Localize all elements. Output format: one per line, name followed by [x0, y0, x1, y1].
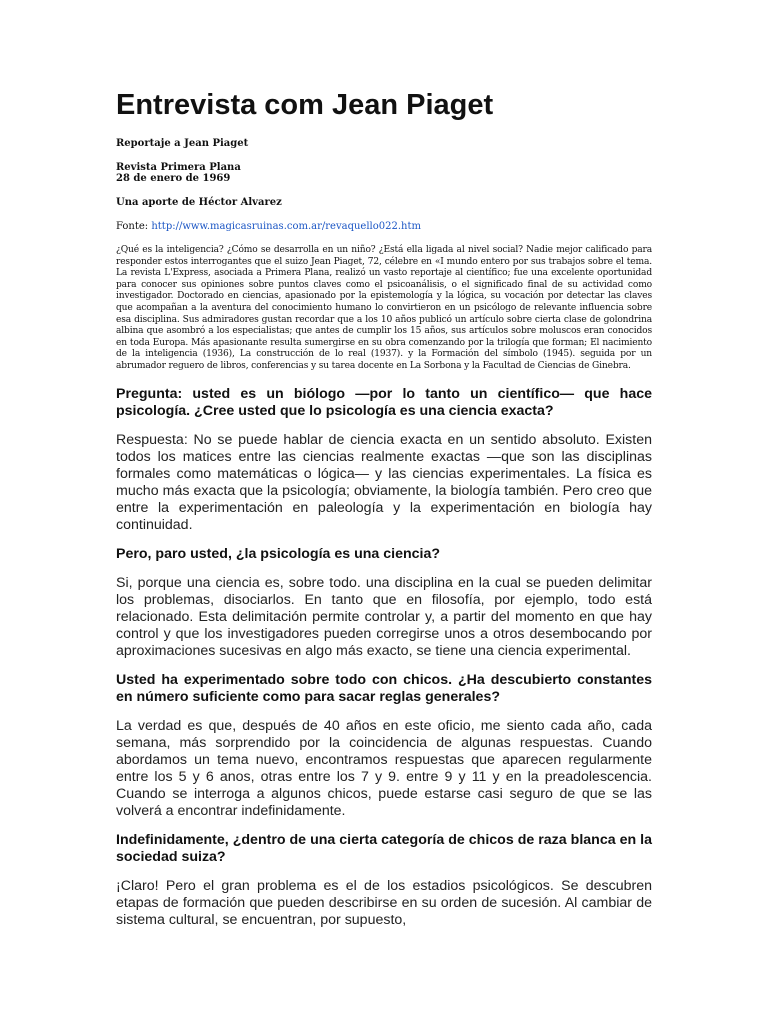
- question-4: Indefinidamente, ¿dentro de una cierta categoría de chicos de raza blanca en la sociedad suiza?: [116, 831, 652, 865]
- publication-name: Revista Primera Plana: [116, 162, 241, 173]
- intro-paragraph: ¿Qué es la inteligencia? ¿Cómo se desarrolla en un niño? ¿Está ella ligada al nivel social? Nadie mejor calificado para responder estos interrogantes que el suizo Jean Piaget, 72, célebre en «I mundo entero por sus trabajos sobre el tema. La revista L'Express, asociada a Primera Plana, realizó un vasto reportaje al científico; fue una excelente oportunidad para conocer sus opiniones sobre puntos claves como el psicoanálisis, o el significado final de su actividad como investigador. Doctorado en ciencias, apasionado por la epistemología y la lógica, su vocación por detectar las claves que acompañan a la aventura del conocimiento humano lo convirtieron en un psicólogo de relevante influencia sobre esa disciplina. Sus admiradores gustan recordar que a los 10 años publicó un artículo sobre cierta clase de golondrina albina que asombró a los especialistas; que antes de cumplir los 15 años, sus artículos sobre moluscos eran conocidos en toda Europa. Más apasionante resulta sumergirse en su obra comenzando por la trilogía que forman; El nacimiento de la inteligencia (1936), La construcción de lo real (1937). y la Formación del símbolo (1945). seguida por un abrumador reguero de libros, conferencias y su tarea docente en La Sorbona y la Facultad de Ciencias de Ginebra.: [116, 245, 652, 371]
- answer-3: La verdad es que, después de 40 años en este oficio, me siento cada año, cada semana, más sorprendido por la coincidencia de algunas respuestas. Cuando abordamos un tema nuevo, encontramos respuestas que aparecen regularmente entre los 5 y 6 anos, otras entre los 7 y 9. entre 9 y 11 y en la preadolescencia. Cuando se interroga a algunos chicos, puede estarse casi seguro de que se las volverá a encontrar indefinidamente.: [116, 717, 652, 819]
- interview-qa: [116, 386, 652, 929]
- question-1: Pregunta: usted es un biólogo —por lo tanto un científico— que hace psicología. ¿Cree usted que lo psicología es una ciencia exacta?: [116, 385, 652, 419]
- question-2: Pero, paro usted, ¿la psicología es una ciencia?: [116, 545, 441, 562]
- publication-date: 28 de enero de 1969: [116, 173, 231, 184]
- answer-1: Respuesta: No se puede hablar de ciencia exacta en un sentido absoluto. Existen todos los matices entre las ciencias realmente exactas —que son las disciplinas formales como matemáticas o lógica— y las ciencias experimentales. La física es mucho más exacta que la psicología; obviamente, la biología también. Pero creo que entre la experimentación en paleología y la experimentación en biología hay continuidad.: [116, 431, 652, 533]
- question-3: Usted ha experimentado sobre todo con chicos. ¿Ha descubierto constantes en número suficiente como para sacar reglas generales?: [116, 671, 652, 705]
- subtitle: Reportaje a Jean Piaget: [116, 138, 249, 149]
- source-link[interactable]: http://www.magicasruinas.com.ar/revaquello022.htm: [151, 221, 421, 232]
- source-line: [116, 221, 652, 233]
- source-label: Fonte:: [116, 221, 152, 232]
- contribution-credit: Una aporte de Héctor Alvarez: [116, 197, 282, 208]
- answer-4: ¡Claro! Pero el gran problema es el de los estadios psicológicos. Se descubren etapas de formación que pueden describirse en su orden de sucesión. Al cambiar de sistema cultural, se encuentran, por supuesto,: [116, 877, 652, 928]
- publication-info: [116, 162, 652, 184]
- page-title: Entrevista com Jean Piaget: [116, 89, 494, 121]
- answer-2: Si, porque una ciencia es, sobre todo. una disciplina en la cual se pueden delimitar los problemas, disociarlos. En tanto que en filosofía, por ejemplo, todo está relacionado. Esta delimitación permite controlar y, a partir del momento en que hay control y que los investigadores pueden corregirse unos a otros desembocando por aproximaciones sucesivas en algo más exacto, se tiene una ciencia experimental.: [116, 574, 652, 659]
